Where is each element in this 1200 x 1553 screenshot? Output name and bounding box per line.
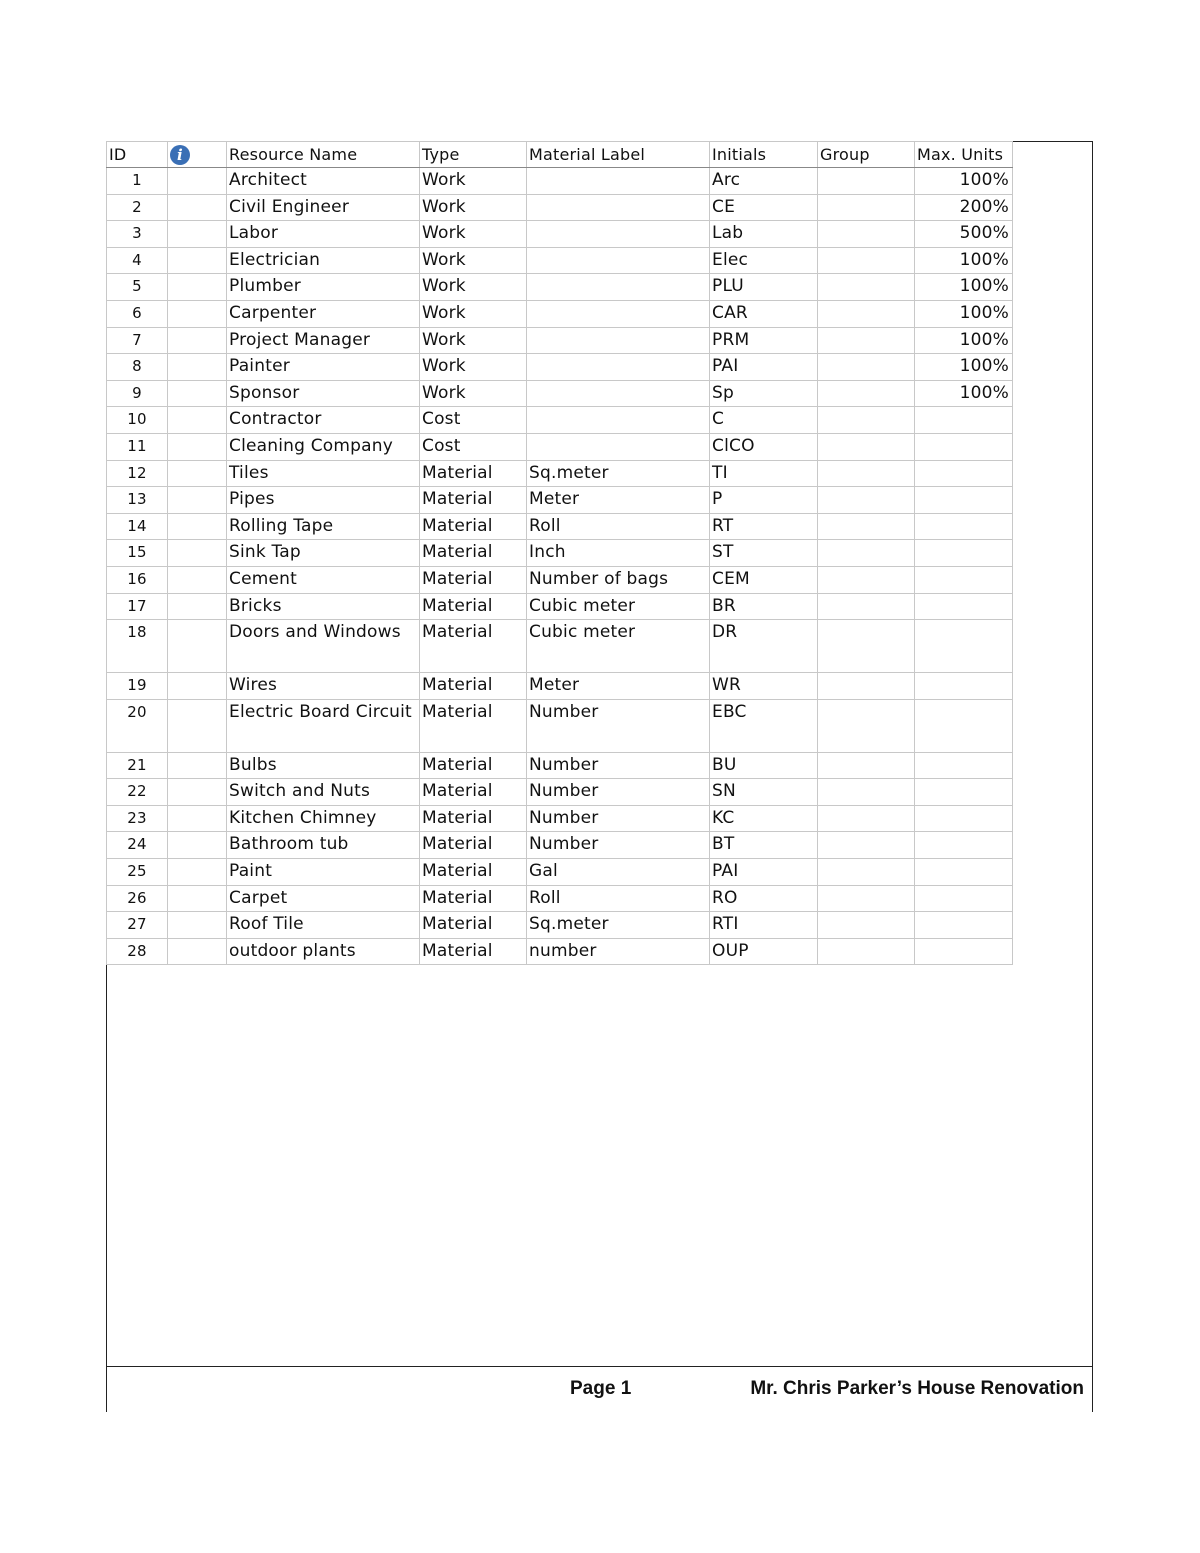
cell-indicator bbox=[168, 938, 227, 965]
cell-id: 21 bbox=[107, 752, 168, 779]
cell-type: Material bbox=[420, 460, 527, 487]
cell-material-label: Sq.meter bbox=[527, 912, 710, 939]
cell-resource-name: Architect bbox=[227, 168, 420, 195]
cell-group bbox=[818, 327, 915, 354]
cell-material-label: Number of bags bbox=[527, 566, 710, 593]
table-row bbox=[107, 433, 1013, 460]
cell-initials: RO bbox=[710, 885, 818, 912]
cell-type: Work bbox=[420, 274, 527, 301]
cell-id: 22 bbox=[107, 779, 168, 806]
cell-indicator bbox=[168, 168, 227, 195]
cell-material-label: Cubic meter bbox=[527, 620, 710, 673]
cell-initials: PRM bbox=[710, 327, 818, 354]
cell-resource-name: Carpet bbox=[227, 885, 420, 912]
table-row bbox=[107, 380, 1013, 407]
cell-resource-name: Sponsor bbox=[227, 380, 420, 407]
cell-indicator bbox=[168, 407, 227, 434]
cell-indicator bbox=[168, 912, 227, 939]
cell-type: Work bbox=[420, 168, 527, 195]
cell-resource-name: Plumber bbox=[227, 274, 420, 301]
cell-max-units bbox=[915, 912, 1013, 939]
table-row bbox=[107, 460, 1013, 487]
cell-group bbox=[818, 566, 915, 593]
cell-type: Material bbox=[420, 620, 527, 673]
cell-resource-name: Contractor bbox=[227, 407, 420, 434]
cell-id: 9 bbox=[107, 380, 168, 407]
cell-group bbox=[818, 832, 915, 859]
cell-type: Material bbox=[420, 566, 527, 593]
cell-group bbox=[818, 433, 915, 460]
cell-id: 3 bbox=[107, 221, 168, 248]
cell-indicator bbox=[168, 513, 227, 540]
header-resource-name: Resource Name bbox=[227, 142, 420, 168]
cell-type: Work bbox=[420, 221, 527, 248]
cell-resource-name: Roof Tile bbox=[227, 912, 420, 939]
cell-indicator bbox=[168, 620, 227, 673]
cell-max-units bbox=[915, 566, 1013, 593]
cell-max-units: 100% bbox=[915, 168, 1013, 195]
cell-group bbox=[818, 487, 915, 514]
header-id: ID bbox=[107, 142, 168, 168]
cell-type: Material bbox=[420, 487, 527, 514]
project-title: Mr. Chris Parker’s House Renovation bbox=[750, 1378, 1084, 1399]
cell-group bbox=[818, 673, 915, 700]
cell-initials: C bbox=[710, 407, 818, 434]
cell-id: 7 bbox=[107, 327, 168, 354]
cell-type: Material bbox=[420, 540, 527, 567]
table-row bbox=[107, 327, 1013, 354]
cell-type: Work bbox=[420, 327, 527, 354]
cell-material-label: Number bbox=[527, 779, 710, 806]
cell-indicator bbox=[168, 779, 227, 806]
cell-indicator bbox=[168, 247, 227, 274]
cell-id: 18 bbox=[107, 620, 168, 673]
cell-max-units bbox=[915, 805, 1013, 832]
cell-resource-name: outdoor plants bbox=[227, 938, 420, 965]
cell-indicator bbox=[168, 885, 227, 912]
table-row bbox=[107, 620, 1013, 673]
cell-initials: EBC bbox=[710, 699, 818, 752]
header-row bbox=[107, 142, 1013, 168]
cell-material-label: Gal bbox=[527, 859, 710, 886]
cell-resource-name: Rolling Tape bbox=[227, 513, 420, 540]
cell-max-units: 100% bbox=[915, 380, 1013, 407]
cell-group bbox=[818, 779, 915, 806]
cell-material-label: Roll bbox=[527, 513, 710, 540]
cell-max-units bbox=[915, 938, 1013, 965]
cell-group bbox=[818, 354, 915, 381]
cell-id: 2 bbox=[107, 194, 168, 221]
cell-material-label: Number bbox=[527, 752, 710, 779]
cell-initials: BU bbox=[710, 752, 818, 779]
cell-initials: KC bbox=[710, 805, 818, 832]
cell-group bbox=[818, 752, 915, 779]
cell-max-units: 100% bbox=[915, 300, 1013, 327]
cell-indicator bbox=[168, 593, 227, 620]
table-row bbox=[107, 885, 1013, 912]
cell-resource-name: Bricks bbox=[227, 593, 420, 620]
cell-material-label bbox=[527, 407, 710, 434]
cell-group bbox=[818, 938, 915, 965]
cell-max-units bbox=[915, 513, 1013, 540]
cell-type: Cost bbox=[420, 433, 527, 460]
cell-max-units bbox=[915, 832, 1013, 859]
table-row bbox=[107, 699, 1013, 752]
cell-initials: PAI bbox=[710, 859, 818, 886]
cell-resource-name: Tiles bbox=[227, 460, 420, 487]
cell-max-units bbox=[915, 540, 1013, 567]
cell-id: 10 bbox=[107, 407, 168, 434]
cell-material-label: Meter bbox=[527, 487, 710, 514]
cell-resource-name: Sink Tap bbox=[227, 540, 420, 567]
cell-type: Material bbox=[420, 673, 527, 700]
cell-initials: WR bbox=[710, 673, 818, 700]
cell-resource-name: Bulbs bbox=[227, 752, 420, 779]
table-row bbox=[107, 566, 1013, 593]
cell-max-units bbox=[915, 885, 1013, 912]
cell-material-label: Roll bbox=[527, 885, 710, 912]
cell-id: 8 bbox=[107, 354, 168, 381]
table-row bbox=[107, 513, 1013, 540]
cell-material-label bbox=[527, 194, 710, 221]
cell-id: 24 bbox=[107, 832, 168, 859]
cell-indicator bbox=[168, 566, 227, 593]
cell-resource-name: Electric Board Circuit bbox=[227, 699, 420, 752]
cell-id: 1 bbox=[107, 168, 168, 195]
cell-max-units: 100% bbox=[915, 274, 1013, 301]
cell-resource-name: Electrician bbox=[227, 247, 420, 274]
cell-group bbox=[818, 859, 915, 886]
cell-id: 14 bbox=[107, 513, 168, 540]
cell-initials: TI bbox=[710, 460, 818, 487]
cell-type: Material bbox=[420, 805, 527, 832]
header-group: Group bbox=[818, 142, 915, 168]
cell-max-units bbox=[915, 433, 1013, 460]
cell-material-label: Sq.meter bbox=[527, 460, 710, 487]
cell-max-units: 500% bbox=[915, 221, 1013, 248]
cell-resource-name: Wires bbox=[227, 673, 420, 700]
cell-group bbox=[818, 620, 915, 673]
cell-id: 19 bbox=[107, 673, 168, 700]
cell-id: 17 bbox=[107, 593, 168, 620]
table-row bbox=[107, 779, 1013, 806]
table-row bbox=[107, 938, 1013, 965]
cell-initials: CAR bbox=[710, 300, 818, 327]
cell-group bbox=[818, 593, 915, 620]
resource-sheet-table bbox=[106, 141, 1013, 965]
cell-group bbox=[818, 912, 915, 939]
page-number: Page 1 bbox=[570, 1378, 632, 1399]
cell-type: Material bbox=[420, 593, 527, 620]
cell-group bbox=[818, 247, 915, 274]
cell-type: Work bbox=[420, 194, 527, 221]
cell-initials: PLU bbox=[710, 274, 818, 301]
header-material-label: Material Label bbox=[527, 142, 710, 168]
cell-initials: DR bbox=[710, 620, 818, 673]
cell-resource-name: Painter bbox=[227, 354, 420, 381]
cell-resource-name: Cleaning Company bbox=[227, 433, 420, 460]
cell-max-units bbox=[915, 620, 1013, 673]
cell-indicator bbox=[168, 354, 227, 381]
cell-initials: SN bbox=[710, 779, 818, 806]
cell-initials: RT bbox=[710, 513, 818, 540]
table-row bbox=[107, 859, 1013, 886]
cell-max-units: 100% bbox=[915, 354, 1013, 381]
cell-max-units bbox=[915, 407, 1013, 434]
table-row bbox=[107, 752, 1013, 779]
cell-initials: RTI bbox=[710, 912, 818, 939]
cell-id: 23 bbox=[107, 805, 168, 832]
cell-id: 16 bbox=[107, 566, 168, 593]
table-row bbox=[107, 274, 1013, 301]
cell-type: Material bbox=[420, 912, 527, 939]
cell-type: Work bbox=[420, 354, 527, 381]
cell-indicator bbox=[168, 433, 227, 460]
cell-indicator bbox=[168, 380, 227, 407]
cell-material-label bbox=[527, 433, 710, 460]
cell-type: Material bbox=[420, 779, 527, 806]
table-row bbox=[107, 300, 1013, 327]
cell-indicator bbox=[168, 673, 227, 700]
table-row bbox=[107, 247, 1013, 274]
cell-initials: CE bbox=[710, 194, 818, 221]
cell-material-label: Meter bbox=[527, 673, 710, 700]
cell-group bbox=[818, 885, 915, 912]
cell-resource-name: Doors and Windows bbox=[227, 620, 420, 673]
cell-id: 20 bbox=[107, 699, 168, 752]
cell-id: 12 bbox=[107, 460, 168, 487]
cell-type: Cost bbox=[420, 407, 527, 434]
table-row bbox=[107, 354, 1013, 381]
header-type: Type bbox=[420, 142, 527, 168]
cell-initials: ClCO bbox=[710, 433, 818, 460]
cell-resource-name: Bathroom tub bbox=[227, 832, 420, 859]
cell-type: Work bbox=[420, 380, 527, 407]
cell-id: 15 bbox=[107, 540, 168, 567]
table-row bbox=[107, 487, 1013, 514]
cell-material-label: Cubic meter bbox=[527, 593, 710, 620]
cell-initials: BR bbox=[710, 593, 818, 620]
cell-indicator bbox=[168, 300, 227, 327]
cell-indicator bbox=[168, 832, 227, 859]
cell-material-label bbox=[527, 221, 710, 248]
table-row bbox=[107, 912, 1013, 939]
cell-max-units bbox=[915, 779, 1013, 806]
cell-group bbox=[818, 300, 915, 327]
cell-type: Material bbox=[420, 938, 527, 965]
cell-material-label bbox=[527, 327, 710, 354]
cell-resource-name: Civil Engineer bbox=[227, 194, 420, 221]
footer-divider bbox=[106, 1366, 1093, 1367]
cell-indicator bbox=[168, 327, 227, 354]
cell-id: 13 bbox=[107, 487, 168, 514]
cell-initials: ST bbox=[710, 540, 818, 567]
table-row bbox=[107, 221, 1013, 248]
cell-id: 25 bbox=[107, 859, 168, 886]
cell-max-units bbox=[915, 593, 1013, 620]
cell-material-label bbox=[527, 354, 710, 381]
cell-indicator bbox=[168, 752, 227, 779]
cell-group bbox=[818, 194, 915, 221]
cell-material-label bbox=[527, 247, 710, 274]
cell-id: 5 bbox=[107, 274, 168, 301]
cell-max-units bbox=[915, 859, 1013, 886]
table-row bbox=[107, 168, 1013, 195]
table-row bbox=[107, 540, 1013, 567]
table-row bbox=[107, 805, 1013, 832]
cell-group bbox=[818, 407, 915, 434]
cell-group bbox=[818, 221, 915, 248]
cell-max-units: 100% bbox=[915, 327, 1013, 354]
cell-initials: Arc bbox=[710, 168, 818, 195]
cell-id: 27 bbox=[107, 912, 168, 939]
cell-group bbox=[818, 699, 915, 752]
cell-initials: PAI bbox=[710, 354, 818, 381]
cell-id: 6 bbox=[107, 300, 168, 327]
cell-max-units bbox=[915, 460, 1013, 487]
cell-indicator bbox=[168, 859, 227, 886]
cell-material-label bbox=[527, 300, 710, 327]
cell-id: 26 bbox=[107, 885, 168, 912]
cell-type: Material bbox=[420, 832, 527, 859]
cell-group bbox=[818, 460, 915, 487]
cell-resource-name: Project Manager bbox=[227, 327, 420, 354]
cell-material-label: Number bbox=[527, 805, 710, 832]
cell-max-units bbox=[915, 752, 1013, 779]
cell-material-label: Number bbox=[527, 699, 710, 752]
cell-indicator bbox=[168, 221, 227, 248]
cell-group bbox=[818, 380, 915, 407]
cell-initials: Sp bbox=[710, 380, 818, 407]
cell-indicator bbox=[168, 487, 227, 514]
cell-type: Material bbox=[420, 752, 527, 779]
cell-max-units bbox=[915, 487, 1013, 514]
cell-id: 28 bbox=[107, 938, 168, 965]
cell-material-label bbox=[527, 380, 710, 407]
cell-material-label: Number bbox=[527, 832, 710, 859]
cell-id: 4 bbox=[107, 247, 168, 274]
table-row bbox=[107, 407, 1013, 434]
cell-material-label bbox=[527, 274, 710, 301]
header-initials: Initials bbox=[710, 142, 818, 168]
table-row bbox=[107, 194, 1013, 221]
cell-type: Work bbox=[420, 300, 527, 327]
cell-initials: Elec bbox=[710, 247, 818, 274]
cell-indicator bbox=[168, 194, 227, 221]
cell-resource-name: Cement bbox=[227, 566, 420, 593]
cell-initials: Lab bbox=[710, 221, 818, 248]
cell-resource-name: Labor bbox=[227, 221, 420, 248]
cell-type: Material bbox=[420, 699, 527, 752]
cell-group bbox=[818, 540, 915, 567]
table-row bbox=[107, 832, 1013, 859]
cell-group bbox=[818, 513, 915, 540]
cell-max-units: 100% bbox=[915, 247, 1013, 274]
cell-max-units bbox=[915, 699, 1013, 752]
cell-type: Material bbox=[420, 885, 527, 912]
cell-type: Material bbox=[420, 859, 527, 886]
cell-indicator bbox=[168, 460, 227, 487]
cell-group bbox=[818, 168, 915, 195]
cell-type: Material bbox=[420, 513, 527, 540]
cell-resource-name: Kitchen Chimney bbox=[227, 805, 420, 832]
table-row bbox=[107, 593, 1013, 620]
cell-initials: CEM bbox=[710, 566, 818, 593]
cell-resource-name: Pipes bbox=[227, 487, 420, 514]
header-indicators bbox=[168, 142, 227, 168]
cell-max-units bbox=[915, 673, 1013, 700]
cell-material-label: Inch bbox=[527, 540, 710, 567]
cell-max-units: 200% bbox=[915, 194, 1013, 221]
cell-resource-name: Switch and Nuts bbox=[227, 779, 420, 806]
cell-initials: P bbox=[710, 487, 818, 514]
header-max-units: Max. Units bbox=[915, 142, 1013, 168]
cell-indicator bbox=[168, 540, 227, 567]
cell-initials: OUP bbox=[710, 938, 818, 965]
cell-resource-name: Paint bbox=[227, 859, 420, 886]
cell-material-label bbox=[527, 168, 710, 195]
cell-group bbox=[818, 805, 915, 832]
cell-indicator bbox=[168, 805, 227, 832]
cell-type: Work bbox=[420, 247, 527, 274]
cell-group bbox=[818, 274, 915, 301]
info-icon: i bbox=[170, 145, 190, 165]
cell-resource-name: Carpenter bbox=[227, 300, 420, 327]
cell-indicator bbox=[168, 699, 227, 752]
cell-initials: BT bbox=[710, 832, 818, 859]
cell-indicator bbox=[168, 274, 227, 301]
table-row bbox=[107, 673, 1013, 700]
cell-id: 11 bbox=[107, 433, 168, 460]
cell-material-label: number bbox=[527, 938, 710, 965]
